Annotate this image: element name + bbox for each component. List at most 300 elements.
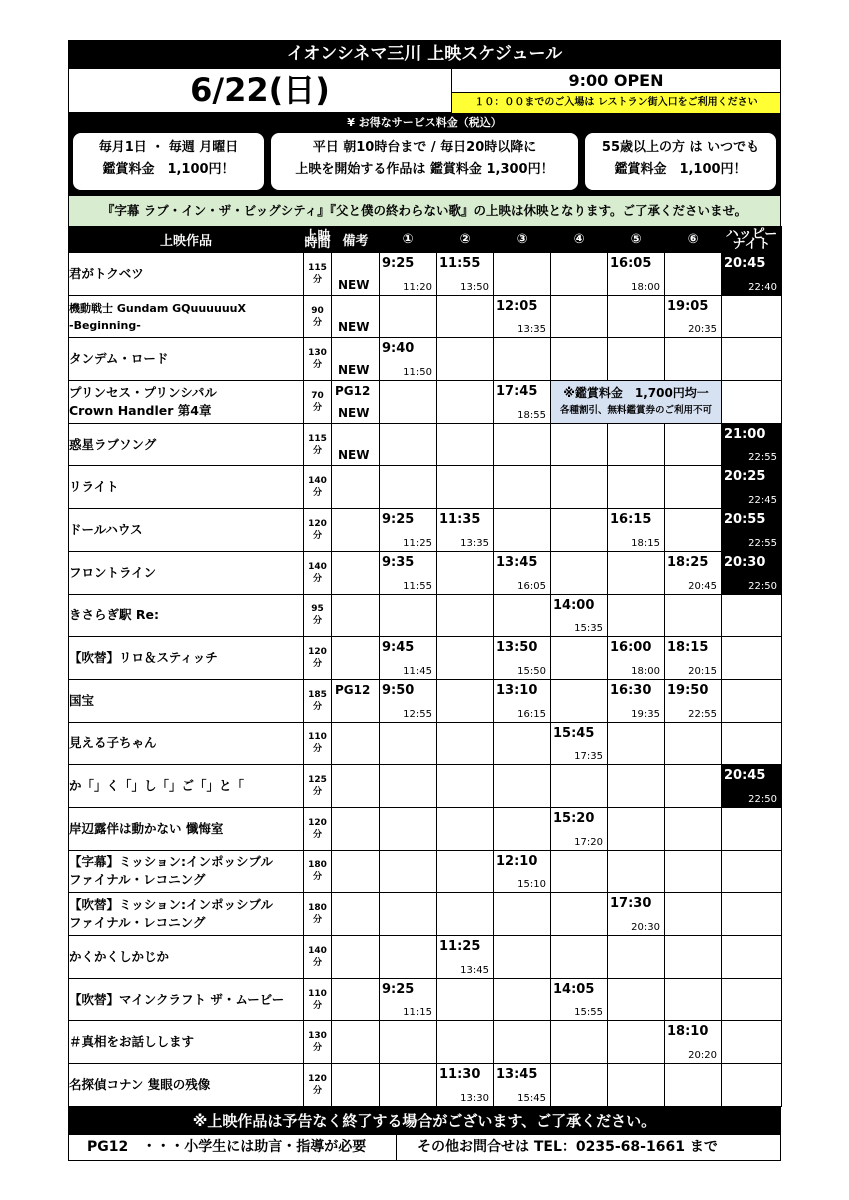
- start-time: 16:30: [610, 682, 652, 698]
- start-time: 18:10: [667, 1024, 709, 1040]
- happy-night-slot: [722, 722, 782, 765]
- film-title: 惑星ラブソング: [69, 436, 157, 452]
- showtime-slot: [494, 423, 551, 466]
- film-title: 【吹替】ミッション:インポッシブル: [69, 897, 273, 913]
- showtime-slot: [551, 509, 608, 552]
- schedule-date: 6/22(日): [69, 69, 452, 112]
- new-badge: NEW: [338, 320, 370, 335]
- showtime-slot: [380, 679, 437, 722]
- showtime-slot: [437, 765, 494, 808]
- duration-unit: 分: [312, 659, 322, 670]
- showtime-slot: [494, 807, 551, 850]
- schedule-table: [68, 226, 782, 1107]
- rating-badge: PG12: [335, 384, 371, 399]
- showtime-slot: [437, 509, 494, 552]
- header-happy-night: ハッピーナイト: [722, 227, 782, 253]
- showtime-slot: [665, 765, 722, 808]
- happy-night-slot: [722, 637, 782, 680]
- end-time: 15:50: [517, 665, 546, 677]
- showtime-slot: [665, 1021, 722, 1064]
- duration-cell: [304, 551, 332, 594]
- duration-cell: [304, 850, 332, 893]
- happy-night-slot: [722, 850, 782, 893]
- film-title-cell: [69, 765, 304, 808]
- showtime-slot: [494, 850, 551, 893]
- showtime-slot: [608, 1021, 665, 1064]
- happy-night-slot: [722, 551, 782, 594]
- start-time: 20:55: [724, 512, 766, 528]
- showtime-slot: [437, 594, 494, 637]
- table-row: [69, 594, 782, 637]
- film-title-sub: -Beginning-: [69, 318, 141, 332]
- showtime-slot: [380, 509, 437, 552]
- showtime-slot: [437, 637, 494, 680]
- showtime-slot: [437, 807, 494, 850]
- showtime-slot: [380, 338, 437, 381]
- duration-minutes: 120: [308, 518, 327, 529]
- note-cell: [332, 423, 380, 466]
- table-row: [69, 1064, 782, 1107]
- film-title: か「」く「」し「」ご「」と「: [69, 778, 245, 794]
- showtime-slot: [380, 722, 437, 765]
- end-time: 15:55: [574, 1007, 603, 1019]
- contact-info: その他お問合せは TEL：0235-68-1661 まで: [417, 1138, 718, 1155]
- happy-night-slot: [722, 679, 782, 722]
- start-time: 9:50: [382, 682, 415, 698]
- service-box-line: 毎月1日 ・ 毎週 月曜日: [98, 140, 239, 155]
- happy-night-slot: [722, 807, 782, 850]
- duration-cell: [304, 423, 332, 466]
- showtime-slot: [437, 253, 494, 296]
- duration-unit: 分: [312, 829, 322, 840]
- duration-cell: [304, 893, 332, 936]
- duration-minutes: 130: [308, 348, 327, 359]
- table-row: [69, 381, 782, 424]
- duration-unit: 分: [312, 488, 322, 499]
- showtime-slot: [551, 1021, 608, 1064]
- happy-night-slot: [722, 594, 782, 637]
- duration-minutes: 110: [308, 988, 327, 999]
- end-time: 20:15: [688, 665, 717, 677]
- duration-minutes: 130: [308, 1031, 327, 1042]
- duration-cell: [304, 295, 332, 338]
- end-time: 20:35: [688, 324, 717, 336]
- start-time: 14:05: [553, 981, 595, 997]
- showtime-slot: [608, 253, 665, 296]
- showtime-slot: [380, 466, 437, 509]
- showtime-slot: [608, 594, 665, 637]
- duration-cell: [304, 509, 332, 552]
- end-time: 22:50: [748, 793, 777, 805]
- table-row: [69, 295, 782, 338]
- showtime-slot: [437, 1064, 494, 1107]
- start-time: 15:20: [553, 810, 595, 826]
- new-badge: NEW: [338, 277, 370, 292]
- note-cell: [332, 978, 380, 1021]
- table-row: [69, 551, 782, 594]
- note-cell: [332, 850, 380, 893]
- note-cell: [332, 295, 380, 338]
- happy-night-slot: [722, 338, 782, 381]
- film-title: 名探偵コナン 隻眼の残像: [69, 1076, 211, 1092]
- duration-unit: 分: [312, 445, 322, 456]
- header-slot: ③: [494, 227, 551, 253]
- film-title-cell: [69, 978, 304, 1021]
- happy-night-slot: [722, 936, 782, 979]
- film-title: プリンセス・プリンシパル: [69, 384, 217, 400]
- duration-cell: [304, 381, 332, 424]
- end-time: 18:15: [631, 537, 660, 549]
- showtime-slot: [608, 978, 665, 1021]
- table-row: [69, 338, 782, 381]
- film-title: 見える子ちゃん: [69, 735, 157, 751]
- showtime-slot: [551, 679, 608, 722]
- duration-minutes: 140: [308, 945, 327, 956]
- footer-notice: ※上映作品は予告なく終了する場合がございます、ご了承ください。: [68, 1107, 781, 1135]
- duration-minutes: 115: [308, 433, 327, 444]
- start-time: 14:00: [553, 597, 595, 613]
- note-cell: [332, 893, 380, 936]
- film-title: 機動戦士 Gundam GQuuuuuuX: [69, 301, 246, 315]
- showtime-slot: [551, 978, 608, 1021]
- film-title: フロントライン: [69, 564, 157, 580]
- film-title-cell: [69, 466, 304, 509]
- duration-cell: [304, 594, 332, 637]
- note-cell: [332, 722, 380, 765]
- start-time: 11:30: [439, 1067, 481, 1083]
- showtime-slot: [494, 765, 551, 808]
- showtime-slot: [665, 1064, 722, 1107]
- end-time: 20:20: [688, 1050, 717, 1062]
- duration-cell: [304, 765, 332, 808]
- new-badge: NEW: [338, 448, 370, 463]
- showtime-slot: [551, 466, 608, 509]
- end-time: 22:45: [748, 495, 777, 507]
- showtime-slot: [494, 637, 551, 680]
- header-slot: ④: [551, 227, 608, 253]
- showtime-slot: [494, 509, 551, 552]
- showtime-slot: [608, 893, 665, 936]
- film-title-cell: [69, 1064, 304, 1107]
- showtime-slot: [608, 936, 665, 979]
- start-time: 21:00: [724, 426, 766, 442]
- duration-cell: [304, 1021, 332, 1064]
- duration-unit: 分: [312, 530, 322, 541]
- end-time: 15:10: [517, 879, 546, 891]
- table-row: [69, 765, 782, 808]
- end-time: 18:55: [517, 409, 546, 421]
- start-time: 9:40: [382, 341, 415, 357]
- showtime-slot: [608, 338, 665, 381]
- showtime-slot: [665, 936, 722, 979]
- showtime-slot: [380, 423, 437, 466]
- showtime-slot: [551, 338, 608, 381]
- start-time: 9:25: [382, 256, 415, 271]
- end-time: 22:55: [748, 452, 777, 464]
- film-title-cell: [69, 722, 304, 765]
- showtime-slot: [494, 679, 551, 722]
- duration-minutes: 140: [308, 561, 327, 572]
- showtime-slot: [665, 253, 722, 296]
- start-time: 16:00: [610, 640, 652, 656]
- showtime-slot: [437, 381, 494, 424]
- showtime-slot: [437, 679, 494, 722]
- film-title-cell: [69, 936, 304, 979]
- note-cell: [332, 807, 380, 850]
- start-time: 9:35: [382, 554, 415, 570]
- showtime-slot: [380, 551, 437, 594]
- header-slot: ①: [380, 227, 437, 253]
- duration-minutes: 90: [311, 305, 324, 316]
- service-box-line: 平日 朝10時台まで / 毎日20時以降に: [312, 140, 537, 155]
- duration-unit: 分: [312, 616, 322, 627]
- duration-cell: [304, 338, 332, 381]
- table-row: [69, 253, 782, 296]
- end-time: 12:55: [403, 708, 432, 720]
- service-box-senior: [585, 133, 776, 190]
- duration-minutes: 115: [308, 262, 327, 273]
- showtime-slot: [437, 551, 494, 594]
- film-title-cell: [69, 1021, 304, 1064]
- table-row: [69, 722, 782, 765]
- start-time: 13:50: [496, 640, 538, 656]
- service-box-monthly: [73, 133, 264, 190]
- duration-cell: [304, 722, 332, 765]
- duration-minutes: 180: [308, 860, 327, 871]
- showtime-slot: [380, 978, 437, 1021]
- table-row: [69, 1021, 782, 1064]
- showtime-slot: [665, 978, 722, 1021]
- start-time: 13:45: [496, 1067, 538, 1083]
- showtime-slot: [665, 551, 722, 594]
- showtime-slot: [665, 807, 722, 850]
- table-row: [69, 423, 782, 466]
- showtime-slot: [551, 253, 608, 296]
- showtime-slot: [494, 594, 551, 637]
- film-title: 国宝: [69, 692, 95, 708]
- showtime-slot: [494, 978, 551, 1021]
- start-time: 12:10: [496, 853, 538, 869]
- duration-minutes: 125: [308, 775, 327, 786]
- film-title-cell: [69, 338, 304, 381]
- service-section: [68, 113, 781, 196]
- film-title: ＃真相をお話しします: [69, 1034, 195, 1050]
- film-title-cell: [69, 381, 304, 424]
- start-time: 11:35: [439, 512, 481, 528]
- end-time: 13:35: [460, 537, 489, 549]
- end-time: 20:45: [688, 580, 717, 592]
- schedule-sheet: [68, 40, 781, 1161]
- showtime-slot: [437, 466, 494, 509]
- table-row: [69, 936, 782, 979]
- duration-unit: 分: [312, 274, 322, 285]
- special-price-note: 各種割引、無料鑑賞券のご利用不可: [559, 404, 712, 416]
- duration-cell: [304, 466, 332, 509]
- film-title-cell: [69, 893, 304, 936]
- film-title: 【吹替】リロ＆スティッチ: [69, 650, 218, 666]
- duration-cell: [304, 807, 332, 850]
- showtime-slot: [437, 722, 494, 765]
- showtime-slot: [551, 637, 608, 680]
- start-time: 20:25: [724, 469, 766, 485]
- note-cell: [332, 637, 380, 680]
- table-row: [69, 978, 782, 1021]
- end-time: 11:15: [403, 1007, 432, 1019]
- film-title: タンデム・ロード: [69, 351, 169, 367]
- showtime-slot: [380, 1021, 437, 1064]
- duration-minutes: 185: [308, 689, 327, 700]
- showtime-slot: [665, 850, 722, 893]
- end-time: 15:45: [517, 1092, 546, 1104]
- showtime-slot: [665, 594, 722, 637]
- showtime-slot: [437, 893, 494, 936]
- note-cell: [332, 765, 380, 808]
- showtime-slot: [608, 551, 665, 594]
- start-time: 17:45: [496, 384, 538, 400]
- start-time: 12:05: [496, 298, 538, 314]
- showtime-slot: [494, 253, 551, 296]
- showtime-slot: [380, 295, 437, 338]
- header-slot: ⑤: [608, 227, 665, 253]
- duration-cell: [304, 679, 332, 722]
- happy-night-slot: [722, 1021, 782, 1064]
- end-time: 16:05: [517, 580, 546, 592]
- showtime-slot: [551, 722, 608, 765]
- showtime-slot: [608, 722, 665, 765]
- start-time: 20:45: [724, 256, 766, 271]
- showtime-slot: [665, 722, 722, 765]
- film-title-cell: [69, 850, 304, 893]
- showtime-slot: [608, 637, 665, 680]
- showtime-slot: [608, 295, 665, 338]
- duration-unit: 分: [312, 872, 322, 883]
- showtime-slot: [665, 338, 722, 381]
- duration-unit: 分: [312, 915, 322, 926]
- suspension-notice: 『字幕 ラブ・イン・ザ・ビッグシティ』『父と僕の終わらない歌』の上映は休映となります。ご了承くださいませ。: [68, 196, 781, 226]
- header-duration: 上映時間: [304, 228, 331, 251]
- start-time: 13:45: [496, 554, 538, 570]
- showtime-slot: [608, 466, 665, 509]
- start-time: 13:10: [496, 682, 538, 698]
- showtime-slot: [437, 1021, 494, 1064]
- service-box-time: [271, 133, 578, 190]
- showtime-slot: [551, 594, 608, 637]
- showtime-slot: [608, 765, 665, 808]
- service-title: ¥ お得なサービス料金（税込）: [347, 116, 502, 129]
- showtime-slot: [551, 893, 608, 936]
- showtime-slot: [494, 1064, 551, 1107]
- open-time: 9:00 OPEN: [568, 71, 664, 90]
- showtime-slot: [665, 893, 722, 936]
- duration-unit: 分: [312, 1043, 322, 1054]
- duration-minutes: 110: [308, 732, 327, 743]
- duration-minutes: 140: [308, 476, 327, 487]
- showtime-slot: [380, 765, 437, 808]
- duration-unit: 分: [312, 957, 322, 968]
- showtime-slot: [494, 893, 551, 936]
- showtime-slot: [494, 338, 551, 381]
- showtime-slot: [380, 594, 437, 637]
- end-time: 18:00: [631, 281, 660, 293]
- showtime-slot: [437, 936, 494, 979]
- film-title: 【字幕】ミッション:インポッシブル: [69, 854, 273, 870]
- table-row: [69, 807, 782, 850]
- duration-unit: 分: [312, 1085, 322, 1096]
- film-title-cell: [69, 295, 304, 338]
- happy-night-slot: [722, 423, 782, 466]
- showtime-slot: [437, 423, 494, 466]
- film-title-sub: ファイナル・レコニング: [69, 915, 206, 931]
- duration-unit: 分: [312, 787, 322, 798]
- showtime-slot: [494, 381, 551, 424]
- film-title: かくかくしかじか: [69, 948, 170, 964]
- end-time: 16:15: [517, 708, 546, 720]
- film-title-cell: [69, 807, 304, 850]
- service-boxes: [72, 131, 777, 190]
- start-time: 9:25: [382, 512, 415, 528]
- duration-minutes: 70: [311, 390, 324, 401]
- showtime-slot: [608, 509, 665, 552]
- note-cell: [332, 381, 380, 424]
- showtime-slot: [494, 551, 551, 594]
- table-header-row: [69, 227, 782, 253]
- showtime-slot: [380, 893, 437, 936]
- table-row: [69, 893, 782, 936]
- duration-minutes: 120: [308, 1073, 327, 1084]
- header-slot: ②: [437, 227, 494, 253]
- end-time: 22:40: [748, 281, 777, 293]
- showtime-slot: [551, 807, 608, 850]
- film-title-cell: [69, 637, 304, 680]
- duration-minutes: 120: [308, 817, 327, 828]
- film-title: 【吹替】マインクラフト ザ・ムービー: [69, 991, 285, 1007]
- film-title-sub: Crown Handler 第4章: [69, 402, 212, 418]
- showtime-slot: [551, 295, 608, 338]
- film-title: きさらぎ駅 Re:: [69, 607, 159, 623]
- film-title-cell: [69, 423, 304, 466]
- end-time: 20:30: [631, 922, 660, 933]
- start-time: 20:45: [724, 768, 766, 784]
- happy-night-slot: [722, 509, 782, 552]
- duration-cell: [304, 936, 332, 979]
- note-cell: [332, 1021, 380, 1064]
- film-title-cell: [69, 594, 304, 637]
- showtime-slot: [608, 679, 665, 722]
- duration-minutes: 120: [308, 647, 327, 658]
- end-time: 13:50: [460, 281, 489, 293]
- end-time: 19:35: [631, 708, 660, 720]
- showtime-slot: [494, 722, 551, 765]
- end-time: 17:35: [574, 751, 603, 763]
- new-badge: NEW: [338, 363, 370, 378]
- film-title-cell: [69, 509, 304, 552]
- header-slot: ⑥: [665, 227, 722, 253]
- end-time: 11:20: [403, 281, 432, 293]
- happy-night-slot: [722, 893, 782, 936]
- start-time: 15:45: [553, 725, 595, 741]
- showtime-slot: [551, 765, 608, 808]
- film-title-cell: [69, 679, 304, 722]
- showtime-slot: [608, 423, 665, 466]
- special-price-cell: [551, 381, 722, 424]
- start-time: 16:15: [610, 512, 652, 528]
- showtime-slot: [665, 466, 722, 509]
- showtime-slot: [494, 936, 551, 979]
- happy-night-slot: [722, 765, 782, 808]
- showtime-slot: [608, 850, 665, 893]
- showtime-slot: [551, 1064, 608, 1107]
- end-time: 17:20: [574, 836, 603, 848]
